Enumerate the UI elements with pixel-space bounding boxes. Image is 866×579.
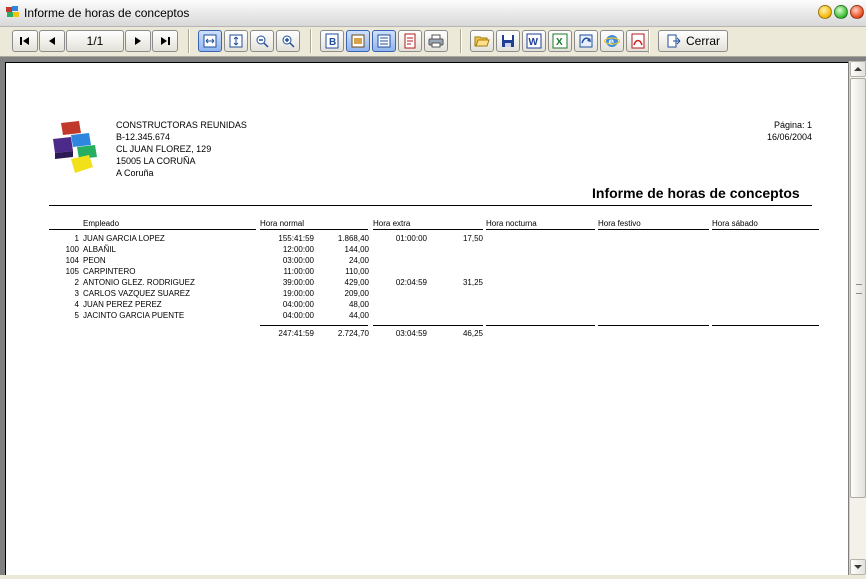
row-code: 3 <box>74 289 79 298</box>
column-header: Hora extra <box>373 219 411 228</box>
open-folder-icon <box>474 33 490 49</box>
export-excel-button[interactable] <box>548 30 572 52</box>
company-name: CONSTRUCTORAS REUNIDAS <box>116 120 247 130</box>
row-normal-time: 155:41:59 <box>278 234 314 243</box>
fit-height-button[interactable] <box>224 30 248 52</box>
row-employee: ALBAÑIL <box>83 245 116 254</box>
row-extra-time: 02:04:59 <box>395 278 427 287</box>
company-logo <box>49 119 101 177</box>
column-header: Hora festivo <box>598 219 641 228</box>
page-icon <box>376 33 392 49</box>
export-icon <box>578 33 594 49</box>
row-normal-amount: 44,00 <box>348 311 369 320</box>
totals-rule <box>373 325 483 326</box>
fit-width-icon <box>202 33 218 49</box>
word-icon <box>526 33 542 49</box>
exit-icon <box>666 33 682 49</box>
row-normal-time: 04:00:00 <box>282 300 314 309</box>
next-page-button[interactable] <box>125 30 151 52</box>
column-header-rule <box>598 229 709 230</box>
zoom-out-icon <box>254 33 270 49</box>
row-code: 104 <box>65 256 79 265</box>
company-province: A Coruña <box>116 168 154 178</box>
open-button[interactable] <box>470 30 494 52</box>
page-view-button[interactable] <box>372 30 396 52</box>
column-header-rule <box>260 229 368 230</box>
total-extra-time: 03:04:59 <box>395 329 427 338</box>
total-extra-amount: 46,25 <box>462 329 483 338</box>
zoom-out-button[interactable] <box>250 30 274 52</box>
print-icon <box>428 33 444 49</box>
row-employee: CARLOS VAZQUEZ SUAREZ <box>83 289 190 298</box>
totals-rule <box>712 325 819 326</box>
internet-explorer-icon <box>604 33 620 49</box>
toolbar <box>0 27 866 57</box>
title-bar <box>0 0 866 27</box>
row-code: 105 <box>65 267 79 276</box>
row-employee: PEON <box>83 256 106 265</box>
totals-rule <box>260 325 368 326</box>
row-code: 5 <box>74 311 79 320</box>
row-extra-amount: 31,25 <box>462 278 483 287</box>
row-normal-time: 03:00:00 <box>282 256 314 265</box>
company-address: CL JUAN FLOREZ, 129 <box>116 144 212 154</box>
row-normal-time: 39:00:00 <box>282 278 314 287</box>
toolbar-separator <box>460 29 462 53</box>
window-title: Informe de horas de conceptos <box>24 6 190 20</box>
print-button[interactable] <box>424 30 448 52</box>
fit-width-button[interactable] <box>198 30 222 52</box>
column-header: Hora nocturna <box>486 219 537 228</box>
close-label: Cerrar <box>685 34 720 48</box>
close-report-button[interactable] <box>658 30 728 52</box>
svg-text:X: X <box>556 37 563 48</box>
row-code: 100 <box>65 245 79 254</box>
company-cif: B-12.345.674 <box>116 132 171 142</box>
column-header-rule <box>49 229 256 230</box>
column-header: Hora sábado <box>712 219 758 228</box>
report-date: 16/06/2004 <box>766 132 812 142</box>
zoom-in-button[interactable] <box>276 30 300 52</box>
grip-icon <box>856 284 862 294</box>
app-icon <box>5 5 21 21</box>
title-underline <box>49 205 812 206</box>
toolbar-separator <box>310 29 312 53</box>
column-header: Empleado <box>83 219 120 228</box>
close-window-button[interactable] <box>850 5 864 19</box>
totals-rule <box>486 325 595 326</box>
column-header-rule <box>712 229 819 230</box>
fit-height-icon <box>228 33 244 49</box>
image-view-button[interactable] <box>346 30 370 52</box>
first-page-icon <box>19 36 31 46</box>
excel-icon <box>552 33 568 49</box>
bold-icon <box>324 33 340 49</box>
minimize-button[interactable] <box>818 5 832 19</box>
scroll-up-button[interactable] <box>850 61 866 77</box>
image-icon <box>350 33 366 49</box>
row-normal-amount: 144,00 <box>344 245 369 254</box>
report-title: Informe de horas de conceptos <box>592 185 800 201</box>
row-employee: ANTONIO GLEZ. RODRIGUEZ <box>83 278 195 287</box>
export-word-button[interactable] <box>522 30 546 52</box>
row-employee: JUAN PEREZ PEREZ <box>83 300 162 309</box>
row-normal-amount: 1.868,40 <box>337 234 369 243</box>
prev-page-icon <box>47 36 57 46</box>
row-normal-amount: 24,00 <box>348 256 369 265</box>
totals-rule <box>598 325 709 326</box>
row-employee: JACINTO GARCIA PUENTE <box>83 311 185 320</box>
row-code: 2 <box>74 278 79 287</box>
report-viewer <box>0 57 866 575</box>
column-header-rule <box>486 229 595 230</box>
column-header: Hora normal <box>260 219 305 228</box>
zoom-in-icon <box>280 33 296 49</box>
row-normal-amount: 110,00 <box>345 267 369 276</box>
company-city: 15005 LA CORUÑA <box>116 156 196 166</box>
toolbar-separator <box>648 29 650 53</box>
prev-page-button[interactable] <box>39 30 65 52</box>
chevron-up-icon <box>851 62 865 76</box>
column-header-rule <box>373 229 483 230</box>
svg-text:B: B <box>329 37 337 48</box>
row-code: 1 <box>74 234 79 243</box>
row-employee: JUAN GARCIA LOPEZ <box>83 234 165 243</box>
pdf-icon <box>630 33 646 49</box>
report-button[interactable] <box>398 30 422 52</box>
last-page-button[interactable] <box>152 30 178 52</box>
save-disk-icon <box>500 33 516 49</box>
row-normal-time: 12:00:00 <box>282 245 314 254</box>
row-normal-time: 11:00:00 <box>283 267 314 276</box>
row-normal-amount: 48,00 <box>348 300 369 309</box>
vertical-scrollbar[interactable] <box>849 61 866 575</box>
chevron-down-icon <box>851 560 865 574</box>
report-icon <box>402 33 418 49</box>
first-page-button[interactable] <box>12 30 38 52</box>
row-employee: CARPINTERO <box>83 267 136 276</box>
export-button[interactable] <box>574 30 598 52</box>
row-code: 4 <box>74 300 79 309</box>
svg-text:W: W <box>528 37 538 48</box>
page-indicator[interactable]: 1/1 <box>66 30 124 52</box>
page-number: Página: 1 <box>773 120 812 130</box>
export-pdf-button[interactable] <box>626 30 650 52</box>
row-normal-time: 19:00:00 <box>282 289 314 298</box>
svg-text:e: e <box>608 37 615 48</box>
internet-explorer-button[interactable] <box>600 30 624 52</box>
row-extra-amount: 17,50 <box>462 234 483 243</box>
row-normal-amount: 429,00 <box>344 278 369 287</box>
scroll-down-button[interactable] <box>850 559 866 575</box>
next-page-icon <box>133 36 143 46</box>
row-normal-amount: 209,00 <box>344 289 369 298</box>
scroll-thumb[interactable] <box>850 78 866 498</box>
bold-button[interactable] <box>320 30 344 52</box>
last-page-icon <box>159 36 171 46</box>
save-button[interactable] <box>496 30 520 52</box>
row-extra-time: 01:00:00 <box>395 234 427 243</box>
report-page <box>5 62 848 575</box>
toolbar-separator <box>188 29 190 53</box>
total-normal-time: 247:41:59 <box>278 329 314 338</box>
row-normal-time: 04:00:00 <box>282 311 314 320</box>
maximize-button[interactable] <box>834 5 848 19</box>
total-normal-amount: 2.724,70 <box>337 329 369 338</box>
